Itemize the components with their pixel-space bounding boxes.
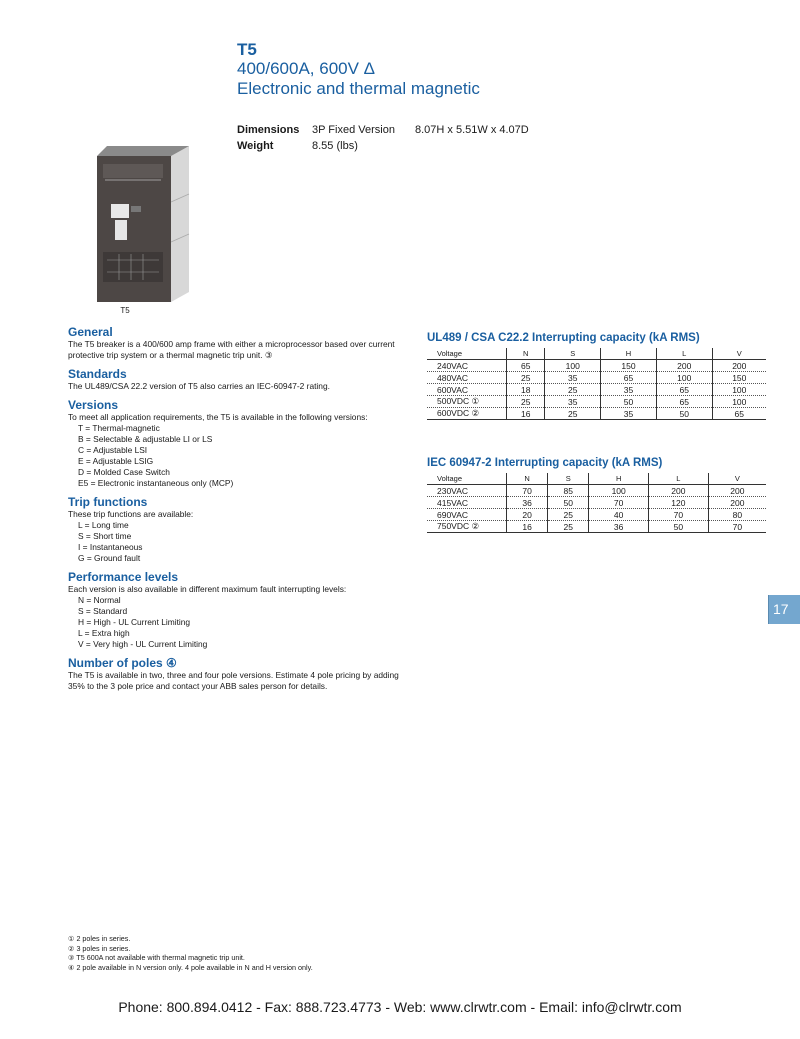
version-item: T = Thermal-magnetic bbox=[78, 423, 160, 433]
table-cell: 100 bbox=[712, 396, 766, 408]
subtitle: Electronic and thermal magnetic bbox=[237, 79, 480, 98]
weight-label: Weight bbox=[237, 140, 274, 152]
description-column bbox=[68, 326, 403, 699]
table-cell: 50 bbox=[656, 408, 712, 420]
poles-text: The T5 is available in two, three and four pole versions. Estimate 4 pole pricing by adding 35% to the 3 pole price and contact your ABB sales person for details. bbox=[68, 670, 399, 691]
ul-table-title: UL489 / CSA C22.2 Interrupting capacity (kA RMS) bbox=[427, 332, 700, 344]
dimensions-version: 3P Fixed Version bbox=[312, 124, 395, 136]
table-cell: 70 bbox=[589, 497, 649, 509]
version-item: E5 = Electronic instantaneous only (MCP) bbox=[78, 478, 234, 488]
table-row bbox=[427, 372, 766, 384]
iec-table-block bbox=[427, 457, 766, 533]
rating-title: 400/600A, 600V Δ bbox=[237, 59, 376, 78]
table-cell: 85 bbox=[548, 485, 589, 497]
contact-footer: Phone: 800.894.0412 - Fax: 888.723.4773 - Web: www.clrwtr.com - Email: info@clrwtr.com bbox=[118, 999, 682, 1015]
table-cell: 65 bbox=[712, 408, 766, 420]
table-cell: 100 bbox=[589, 485, 649, 497]
column-header: Voltage bbox=[427, 348, 507, 360]
table-cell: 100 bbox=[545, 360, 601, 372]
breaker-product-image bbox=[93, 142, 193, 304]
table-cell: 70 bbox=[708, 521, 766, 533]
table-cell: 100 bbox=[656, 372, 712, 384]
weight-value: 8.55 (lbs) bbox=[312, 140, 358, 152]
table-cell: 25 bbox=[545, 384, 601, 396]
column-header: N bbox=[507, 473, 548, 485]
product-caption: T5 bbox=[120, 306, 130, 315]
table-cell: 600VDC ② bbox=[427, 408, 507, 420]
table-cell: 70 bbox=[649, 509, 709, 521]
performance-item: L = Extra high bbox=[78, 628, 130, 638]
versions-section bbox=[68, 399, 403, 489]
footnotes bbox=[68, 934, 313, 972]
footnote: ④ 2 pole available in N version only. 4 pole available in N and H version only. bbox=[68, 962, 313, 972]
trip-item: I = Instantaneous bbox=[78, 542, 143, 552]
table-cell: 36 bbox=[589, 521, 649, 533]
version-item: E = Adjustable LSIG bbox=[78, 456, 154, 466]
footnote: ① 2 poles in series. bbox=[68, 934, 131, 943]
table-cell: 25 bbox=[507, 372, 545, 384]
table-cell: 65 bbox=[601, 372, 657, 384]
column-header: L bbox=[656, 348, 712, 360]
table-row bbox=[427, 509, 766, 521]
specs bbox=[237, 124, 529, 156]
dimensions-label: Dimensions bbox=[237, 124, 300, 136]
performance-section bbox=[68, 571, 403, 650]
column-header: S bbox=[548, 473, 589, 485]
table-cell: 50 bbox=[601, 396, 657, 408]
table-row bbox=[427, 360, 766, 372]
poles-section bbox=[68, 657, 403, 692]
table-cell: 415VAC bbox=[427, 497, 507, 509]
iec-capacity-table bbox=[427, 473, 766, 533]
table-cell: 50 bbox=[548, 497, 589, 509]
table-row bbox=[427, 396, 766, 408]
table-cell: 200 bbox=[712, 360, 766, 372]
table-cell: 25 bbox=[548, 521, 589, 533]
table-cell: 35 bbox=[601, 384, 657, 396]
model-title: T5 bbox=[237, 40, 257, 59]
performance-item: N = Normal bbox=[78, 595, 121, 605]
table-cell: 100 bbox=[712, 384, 766, 396]
trip-intro: These trip functions are available: bbox=[68, 509, 194, 519]
table-cell: 200 bbox=[708, 497, 766, 509]
ul-capacity-table bbox=[427, 348, 766, 420]
trip-section bbox=[68, 496, 403, 564]
table-row bbox=[427, 485, 766, 497]
column-header: L bbox=[649, 473, 709, 485]
trip-heading: Trip functions bbox=[68, 495, 148, 509]
table-row bbox=[427, 408, 766, 420]
general-text: The T5 breaker is a 400/600 amp frame with either a microprocessor based over current protective trip system or a thermal magnetic trip unit. ③ bbox=[68, 339, 395, 360]
performance-heading: Performance levels bbox=[68, 570, 179, 584]
table-cell: 20 bbox=[507, 509, 548, 521]
page-number-tab[interactable]: 17 bbox=[768, 595, 800, 624]
table-cell: 25 bbox=[548, 509, 589, 521]
table-cell: 240VAC bbox=[427, 360, 507, 372]
column-header: H bbox=[589, 473, 649, 485]
table-cell: 200 bbox=[649, 485, 709, 497]
table-cell: 80 bbox=[708, 509, 766, 521]
version-item: C = Adjustable LSI bbox=[78, 445, 148, 455]
table-cell: 25 bbox=[545, 408, 601, 420]
table-cell: 35 bbox=[601, 408, 657, 420]
table-cell: 35 bbox=[545, 396, 601, 408]
table-cell: 50 bbox=[649, 521, 709, 533]
general-section bbox=[68, 326, 403, 361]
column-header: H bbox=[601, 348, 657, 360]
table-cell: 150 bbox=[712, 372, 766, 384]
table-cell: 200 bbox=[708, 485, 766, 497]
table-cell: 40 bbox=[589, 509, 649, 521]
table-cell: 500VDC ① bbox=[427, 396, 507, 408]
column-header: V bbox=[708, 473, 766, 485]
table-row bbox=[427, 384, 766, 396]
standards-text: The UL489/CSA 22.2 version of T5 also carries an IEC-60947-2 rating. bbox=[68, 381, 330, 391]
version-item: D = Molded Case Switch bbox=[78, 467, 170, 477]
table-cell: 150 bbox=[601, 360, 657, 372]
performance-item: V = Very high - UL Current Limiting bbox=[78, 639, 208, 649]
table-cell: 120 bbox=[649, 497, 709, 509]
table-cell: 16 bbox=[507, 521, 548, 533]
standards-heading: Standards bbox=[68, 367, 127, 381]
version-item: B = Selectable & adjustable LI or LS bbox=[78, 434, 213, 444]
trip-item: S = Short time bbox=[78, 531, 132, 541]
standards-section bbox=[68, 368, 403, 392]
footnote: ② 3 poles in series. bbox=[68, 943, 131, 953]
column-header: S bbox=[545, 348, 601, 360]
table-cell: 65 bbox=[656, 396, 712, 408]
trip-item: G = Ground fault bbox=[78, 553, 141, 563]
table-cell: 600VAC bbox=[427, 384, 507, 396]
table-row bbox=[427, 521, 766, 533]
performance-item: H = High - UL Current Limiting bbox=[78, 617, 191, 627]
table-cell: 480VAC bbox=[427, 372, 507, 384]
footnote: ③ T5 600A not available with thermal magnetic trip unit. bbox=[68, 953, 245, 962]
table-cell: 65 bbox=[656, 384, 712, 396]
poles-heading: Number of poles ④ bbox=[68, 656, 177, 670]
general-heading: General bbox=[68, 325, 113, 339]
table-cell: 16 bbox=[507, 408, 545, 420]
table-cell: 25 bbox=[507, 396, 545, 408]
iec-table-title: IEC 60947-2 Interrupting capacity (kA RMS) bbox=[427, 457, 663, 469]
performance-intro: Each version is also available in different maximum fault interrupting levels: bbox=[68, 584, 347, 594]
table-cell: 65 bbox=[507, 360, 545, 372]
performance-item: S = Standard bbox=[78, 606, 128, 616]
table-cell: 690VAC bbox=[427, 509, 507, 521]
dimensions-value: 8.07H x 5.51W x 4.07D bbox=[415, 124, 529, 136]
table-cell: 36 bbox=[507, 497, 548, 509]
table-cell: 35 bbox=[545, 372, 601, 384]
column-header: N bbox=[507, 348, 545, 360]
column-header: Voltage bbox=[427, 473, 507, 485]
table-cell: 70 bbox=[507, 485, 548, 497]
ul-table-block bbox=[427, 332, 766, 420]
versions-intro: To meet all application requirements, the T5 is available in the following versions: bbox=[68, 412, 368, 422]
table-cell: 200 bbox=[656, 360, 712, 372]
page-header bbox=[237, 40, 480, 99]
table-cell: 230VAC bbox=[427, 485, 507, 497]
versions-heading: Versions bbox=[68, 398, 119, 412]
column-header: V bbox=[712, 348, 766, 360]
table-cell: 750VDC ② bbox=[427, 521, 507, 533]
table-cell: 18 bbox=[507, 384, 545, 396]
trip-item: L = Long time bbox=[78, 520, 129, 530]
table-row bbox=[427, 497, 766, 509]
